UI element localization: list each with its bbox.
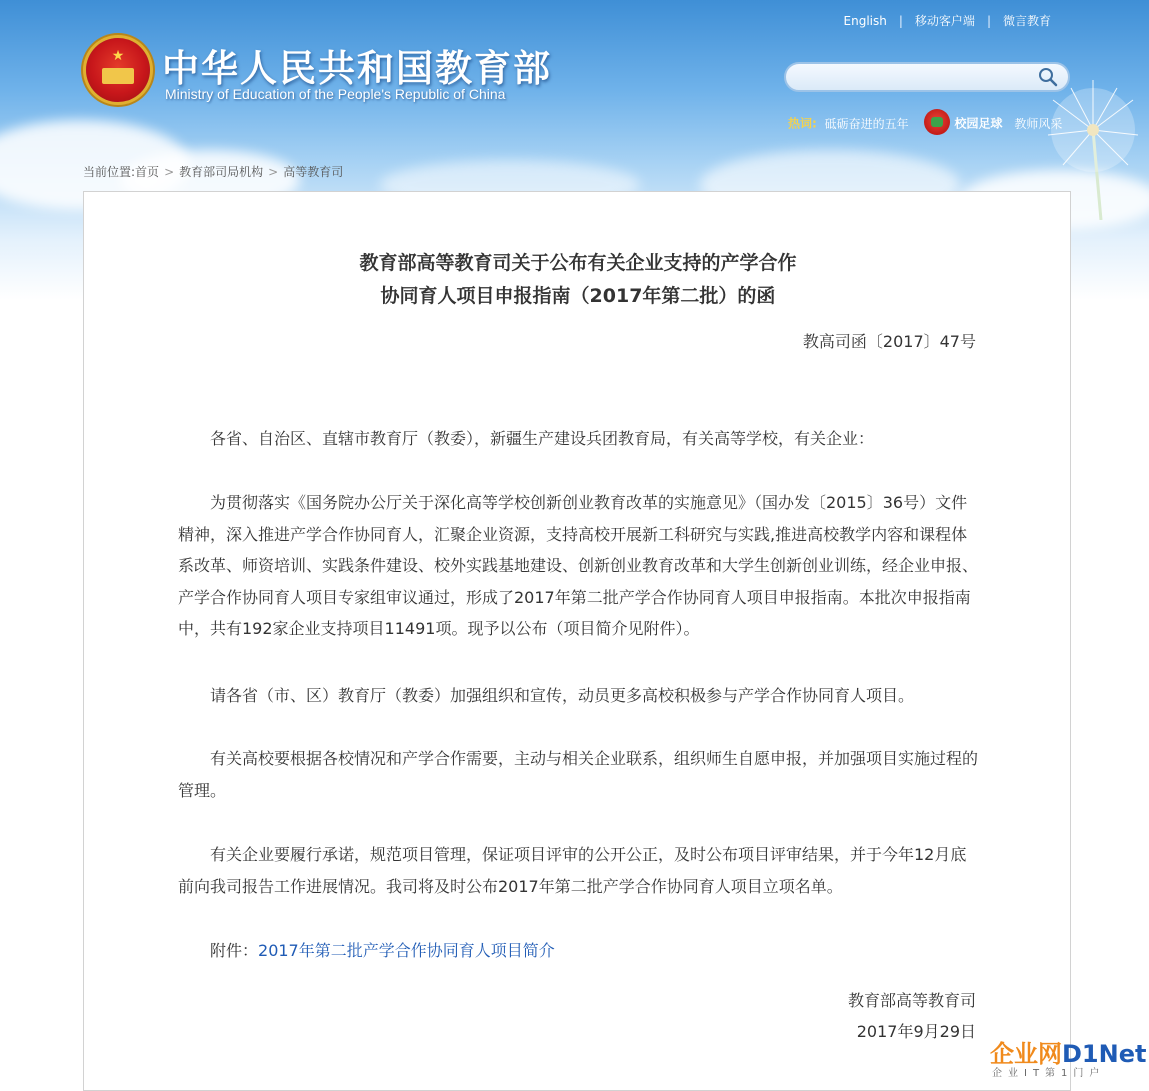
breadcrumb-ministry-departments[interactable]: 教育部司局机构 <box>179 165 264 179</box>
d1net-watermark-logo <box>990 1034 1149 1077</box>
hot-word-link[interactable]: 教师风采 <box>1014 116 1063 131</box>
site-title[interactable]: 中华人民共和国教育部 <box>162 47 552 90</box>
breadcrumb-higher-education[interactable]: 高等教育司 <box>283 165 344 179</box>
article-container <box>83 191 1071 1091</box>
paragraph <box>178 487 980 645</box>
watermark-en: D1Net <box>1062 1040 1147 1068</box>
watermark-cn: 企业网 <box>990 1040 1062 1068</box>
campus-football-icon[interactable] <box>924 109 950 135</box>
paragraph-text: 有关企业要履行承诺，规范项目管理，保证项目评审的公开公正，及时公布项目评审结果，并于今年12月底前向我司报告工作进展情况。我司将及时公布2017年第二批产学合作协同育人项目立项名单。 <box>178 845 967 896</box>
hot-words-label: 热词: <box>788 116 817 131</box>
paragraph-text: 为贯彻落实《国务院办公厅关于深化高等学校创新创业教育改革的实施意见》（国办发〔2015〕36号）文件精神，深入推进产学合作协同育人，汇聚企业资源，支持高校开展新工科研究与实践,推进高校教学内容和课程体系改革、师资培训、实践条件建设、校外实践基地建设、创新创业教育改革和大学生创新创业训练，经企业申报、产学合作协同育人项目专家组审议通过，形成了2017年第二批产学合作协同育人项目申报指南。本批次申报指南中，共有192家企业支持项目11491项。现予以公布（项目简介见附件）。 <box>178 493 979 638</box>
signature: 教育部高等教育司 <box>847 991 976 1010</box>
document-date: 2017年9月29日 <box>856 1022 976 1041</box>
breadcrumb-prefix: 当前位置: <box>83 165 136 179</box>
document-number: 教高司函〔2017〕47号 <box>802 332 976 351</box>
chevron-right-icon: > <box>268 165 279 179</box>
national-emblem-logo[interactable] <box>86 38 150 102</box>
weiyan-jiaoyu-link[interactable]: 微言教育 <box>1002 14 1051 28</box>
paragraph <box>178 743 980 806</box>
star-icon: ★ <box>111 48 125 64</box>
search-box <box>784 62 1070 92</box>
attachment-label: 附件： <box>210 941 259 960</box>
paragraph <box>178 839 980 902</box>
hot-word-link[interactable]: 砥砺奋进的五年 <box>824 116 909 131</box>
hot-words-row <box>788 111 1062 137</box>
search-input[interactable] <box>798 68 1032 88</box>
separator: | <box>986 14 991 28</box>
chevron-right-icon: > <box>164 165 175 179</box>
separator: | <box>898 14 903 28</box>
salutation <box>178 423 980 455</box>
attachment-link[interactable]: 2017年第二批产学合作协同育人项目简介 <box>258 941 555 960</box>
paragraph <box>178 680 980 712</box>
paragraph-text: 请各省（市、区）教育厅（教委）加强组织和宣传，动员更多高校积极参与产学合作协同育人项目。 <box>210 686 915 705</box>
watermark-sub: 企业IT第1门户 <box>992 1068 1106 1079</box>
breadcrumb-home[interactable]: 首页 <box>135 165 160 179</box>
document-title-line1: 教育部高等教育司关于公布有关企业支持的产学合作 <box>359 252 797 274</box>
gate-icon <box>102 68 134 84</box>
site-subtitle: Ministry of Education of the People's Republic of China <box>165 86 506 102</box>
attachment-row <box>178 935 980 967</box>
mobile-client-link[interactable]: 移动客户端 <box>914 14 975 28</box>
english-link[interactable]: English <box>843 14 887 28</box>
paragraph-text: 有关高校要根据各校情况和产学合作需要，主动与相关企业联系，组织师生自愿申报，并加强项目实施过程的管理。 <box>178 749 979 800</box>
hot-word-link[interactable]: 校园足球 <box>954 116 1003 131</box>
salutation-text: 各省、自治区、直辖市教育厅（教委），新疆生产建设兵团教育局，有关高等学校，有关企业： <box>210 429 875 448</box>
top-links <box>844 12 1051 29</box>
search-icon[interactable] <box>1038 67 1058 87</box>
breadcrumb <box>83 163 343 180</box>
document-title-line2: 协同育人项目申报指南（2017年第二批）的函 <box>380 285 776 307</box>
